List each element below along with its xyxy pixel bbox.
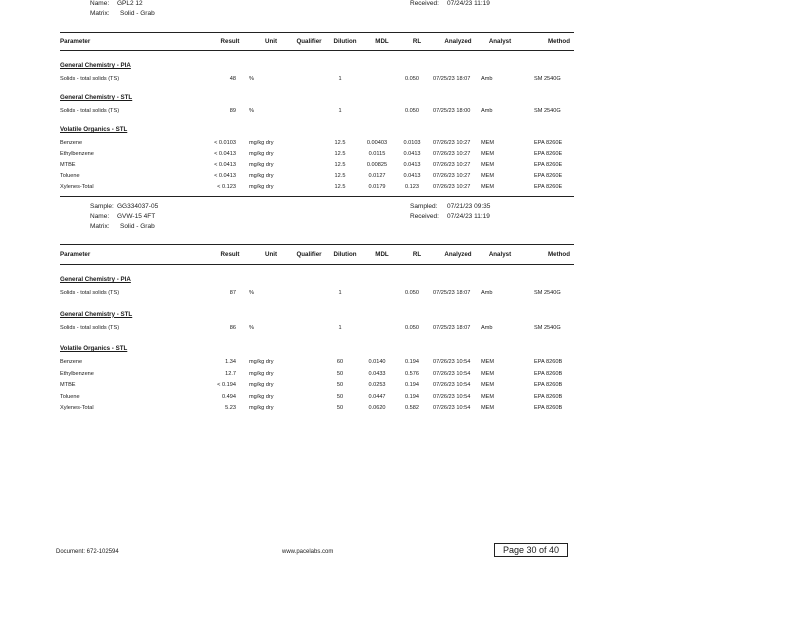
column-header-analyst: Analyst [488, 251, 512, 258]
column-header-result: Result [220, 38, 240, 45]
cell-result: < 0.123 [217, 184, 236, 190]
cell-parameter: Benzene [60, 359, 83, 365]
cell-parameter: MTBE [60, 382, 76, 388]
cell-unit: mg/kg dry [249, 405, 274, 411]
column-header-qualifier: Qualifier [296, 38, 322, 45]
cell-mdl: 0.00403 [366, 140, 388, 146]
cell-result: 86 [229, 324, 236, 331]
column-header-dilution: Dilution [333, 251, 357, 258]
column-header-rl: RL [412, 251, 422, 258]
cell-analyzed: 07/26/23 10:27 [433, 162, 471, 168]
column-header-parameter: Parameter [60, 251, 91, 258]
cell-rl: 0.582 [405, 405, 419, 411]
cell-analyzed: 07/26/23 10:54 [433, 405, 471, 411]
column-header-parameter: Parameter [60, 38, 91, 45]
cell-unit: mg/kg dry [249, 382, 274, 388]
column-header-method: Method [548, 38, 570, 45]
cell-analyzed: 07/25/23 18:07 [433, 324, 471, 331]
cell-method: EPA 8260E [534, 173, 563, 179]
footer-page-number: Page 30 of 40 [494, 543, 568, 557]
cell-mdl: 0.00825 [366, 162, 388, 168]
cell-method: EPA 8260E [534, 184, 563, 190]
cell-method: EPA 8260E [534, 151, 563, 157]
column-header-unit: Unit [264, 38, 278, 45]
cell-method: SM 2540G [534, 108, 561, 114]
cell-unit: mg/kg dry [249, 184, 274, 190]
cell-rl: 0.050 [405, 290, 419, 296]
cell-mdl: 0.0620 [368, 405, 386, 411]
column-header-analyzed: Analyzed [444, 251, 472, 258]
sample2-name-label: Name: [90, 213, 110, 220]
cell-method: EPA 8260B [534, 359, 563, 365]
sample-separator-rule [60, 196, 574, 197]
cell-method: EPA 8260B [534, 382, 563, 388]
cell-rl: 0.050 [405, 324, 419, 331]
cell-analyzed: 07/26/23 10:54 [433, 393, 471, 400]
cell-analyst: Amb [481, 76, 493, 82]
section-title: General Chemistry - PIA [60, 62, 131, 69]
sample2-sampled-value: 07/21/23 09:35 [447, 203, 491, 210]
cell-dilution: 12.5 [334, 151, 346, 157]
cell-dilution: 50 [336, 382, 344, 388]
header-rule-top [60, 32, 574, 33]
cell-rl: 0.123 [405, 184, 419, 190]
cell-dilution: 1 [338, 324, 342, 331]
cell-analyzed: 07/26/23 10:27 [433, 184, 471, 190]
cell-result: 48 [229, 76, 236, 82]
cell-rl: 0.050 [405, 108, 419, 114]
cell-unit: % [249, 324, 254, 331]
cell-mdl: 0.0127 [368, 173, 386, 179]
sample1-matrix-label: Matrix: [90, 10, 110, 17]
section-title: General Chemistry - PIA [60, 276, 131, 283]
cell-analyzed: 07/26/23 10:54 [433, 382, 471, 388]
cell-result: < 0.0103 [214, 140, 236, 146]
cell-rl: 0.0413 [403, 173, 421, 179]
sample1-received-label: Received: [410, 0, 439, 7]
column-header-rl: RL [412, 38, 422, 45]
cell-dilution: 12.5 [334, 162, 346, 168]
cell-mdl: 0.0115 [368, 151, 386, 157]
header-rule-top-2 [60, 244, 574, 245]
sample1-name-value: GPL2 12 [117, 0, 143, 7]
cell-unit: mg/kg dry [249, 162, 274, 168]
cell-analyst: MEM [481, 359, 495, 365]
cell-rl: 0.194 [405, 382, 419, 388]
sample2-sampled-label: Sampled: [410, 203, 438, 210]
cell-analyst: MEM [481, 393, 495, 400]
section-title: General Chemistry - STL [60, 310, 133, 318]
cell-method: EPA 8260E [534, 162, 563, 168]
cell-result: < 0.0413 [214, 151, 236, 157]
cell-unit: mg/kg dry [249, 370, 274, 377]
cell-analyst: Amb [481, 290, 493, 296]
header-rule-bottom [60, 50, 574, 51]
cell-dilution: 1 [338, 76, 342, 82]
cell-result: < 0.0413 [214, 173, 236, 179]
cell-analyzed: 07/25/23 18:00 [433, 108, 471, 114]
cell-analyst: MEM [481, 184, 495, 190]
sample2-name-value: GVW-15 4FT [117, 213, 156, 220]
cell-rl: 0.0413 [403, 162, 421, 168]
cell-result: 89 [229, 108, 236, 114]
cell-parameter: Solids - total solids (TS) [60, 108, 120, 114]
footer-document-id: Document: 672-102594 [56, 549, 119, 555]
cell-unit: mg/kg dry [249, 359, 274, 365]
cell-analyst: MEM [481, 173, 495, 179]
cell-parameter: Solids - total solids (TS) [60, 324, 120, 331]
cell-dilution: 1 [338, 108, 342, 114]
section-title: Volatile Organics - STL [60, 345, 128, 352]
cell-analyst: MEM [481, 405, 495, 411]
cell-unit: mg/kg dry [249, 393, 274, 400]
cell-rl: 0.0103 [403, 140, 421, 146]
cell-method: SM 2540G [534, 324, 561, 331]
cell-method: SM 2540G [534, 290, 561, 296]
cell-unit: % [249, 76, 254, 82]
column-header-mdl: MDL [375, 38, 389, 45]
footer-website: www.pacelabs.com [282, 549, 334, 555]
cell-result: 1.34 [225, 359, 236, 365]
cell-analyzed: 07/26/23 10:27 [433, 173, 471, 179]
cell-dilution: 12.5 [334, 184, 346, 190]
cell-unit: mg/kg dry [249, 151, 274, 157]
cell-rl: 0.050 [405, 76, 419, 82]
cell-parameter: MTBE [60, 162, 76, 168]
sample2-sample-value: GG334037-05 [117, 203, 159, 210]
cell-result: 12.7 [225, 370, 236, 377]
column-header-result: Result [220, 251, 240, 258]
sample2-received-label: Received: [410, 213, 439, 220]
cell-rl: 0.0413 [403, 151, 421, 157]
cell-analyst: MEM [481, 140, 495, 146]
cell-rl: 0.194 [405, 359, 419, 365]
cell-unit: % [249, 108, 254, 114]
column-header-analyzed: Analyzed [444, 38, 472, 45]
cell-mdl: 0.0447 [368, 393, 386, 400]
cell-dilution: 50 [336, 370, 344, 377]
cell-parameter: Ethylbenzene [60, 151, 94, 157]
cell-method: EPA 8260B [534, 370, 563, 377]
header-rule-bottom-2 [60, 264, 574, 265]
cell-analyzed: 07/26/23 10:27 [433, 140, 471, 146]
cell-dilution: 60 [336, 359, 344, 365]
cell-dilution: 50 [336, 393, 344, 400]
sample2-sample-label: Sample: [90, 203, 114, 210]
cell-result: 0.494 [222, 393, 236, 400]
column-header-qualifier: Qualifier [296, 251, 322, 258]
sample2-matrix-value: Solid - Grab [120, 223, 155, 230]
cell-mdl: 0.0253 [368, 382, 386, 388]
cell-dilution: 12.5 [334, 173, 346, 179]
sample2-matrix-label: Matrix: [90, 223, 110, 230]
cell-method: EPA 8260B [534, 393, 563, 400]
cell-mdl: 0.0140 [368, 359, 386, 365]
sample1-matrix-value: Solid - Grab [120, 10, 155, 17]
cell-parameter: Xylenes-Total [60, 184, 94, 190]
section-title: General Chemistry - STL [60, 94, 133, 101]
cell-dilution: 1 [338, 290, 342, 296]
cell-parameter: Toluene [60, 173, 80, 179]
cell-dilution: 50 [336, 405, 344, 411]
cell-mdl: 0.0179 [368, 184, 386, 190]
cell-analyzed: 07/25/23 18:07 [433, 76, 471, 82]
cell-analyst: MEM [481, 151, 495, 157]
cell-mdl: 0.0433 [368, 370, 386, 377]
cell-rl: 0.194 [405, 393, 419, 400]
cell-analyst: MEM [481, 370, 495, 377]
cell-analyst: MEM [481, 162, 495, 168]
cell-parameter: Toluene [60, 393, 80, 400]
sample1-name-label: Name: [90, 0, 110, 7]
cell-result: < 0.194 [217, 382, 236, 388]
cell-analyzed: 07/26/23 10:54 [433, 370, 471, 377]
cell-result: < 0.0413 [214, 162, 236, 168]
column-header-method: Method [548, 251, 570, 258]
cell-analyst: Amb [481, 108, 493, 114]
cell-analyzed: 07/25/23 18:07 [433, 290, 471, 296]
section-title: Volatile Organics - STL [60, 126, 128, 133]
cell-analyst: Amb [481, 324, 493, 331]
cell-unit: % [249, 290, 254, 296]
column-header-mdl: MDL [375, 251, 389, 258]
cell-parameter: Ethylbenzene [60, 370, 94, 377]
cell-parameter: Xylenes-Total [60, 405, 94, 411]
column-header-analyst: Analyst [488, 38, 512, 45]
cell-method: EPA 8260E [534, 140, 563, 146]
cell-dilution: 12.5 [334, 140, 346, 146]
cell-rl: 0.576 [405, 370, 419, 377]
column-header-unit: Unit [264, 251, 278, 258]
cell-parameter: Solids - total solids (TS) [60, 76, 120, 82]
cell-unit: mg/kg dry [249, 140, 274, 146]
cell-analyzed: 07/26/23 10:27 [433, 151, 471, 157]
cell-parameter: Solids - total solids (TS) [60, 290, 120, 296]
cell-result: 5.23 [225, 405, 236, 411]
cell-parameter: Benzene [60, 140, 83, 146]
column-header-dilution: Dilution [333, 38, 357, 45]
cell-analyst: MEM [481, 382, 495, 388]
cell-method: SM 2540G [534, 76, 561, 82]
sample2-received-value: 07/24/23 11:19 [447, 213, 490, 220]
cell-analyzed: 07/26/23 10:54 [433, 359, 471, 365]
cell-result: 87 [229, 290, 236, 296]
cell-unit: mg/kg dry [249, 173, 274, 179]
sample1-received-value: 07/24/23 11:19 [447, 0, 490, 7]
cell-method: EPA 8260B [534, 405, 563, 411]
